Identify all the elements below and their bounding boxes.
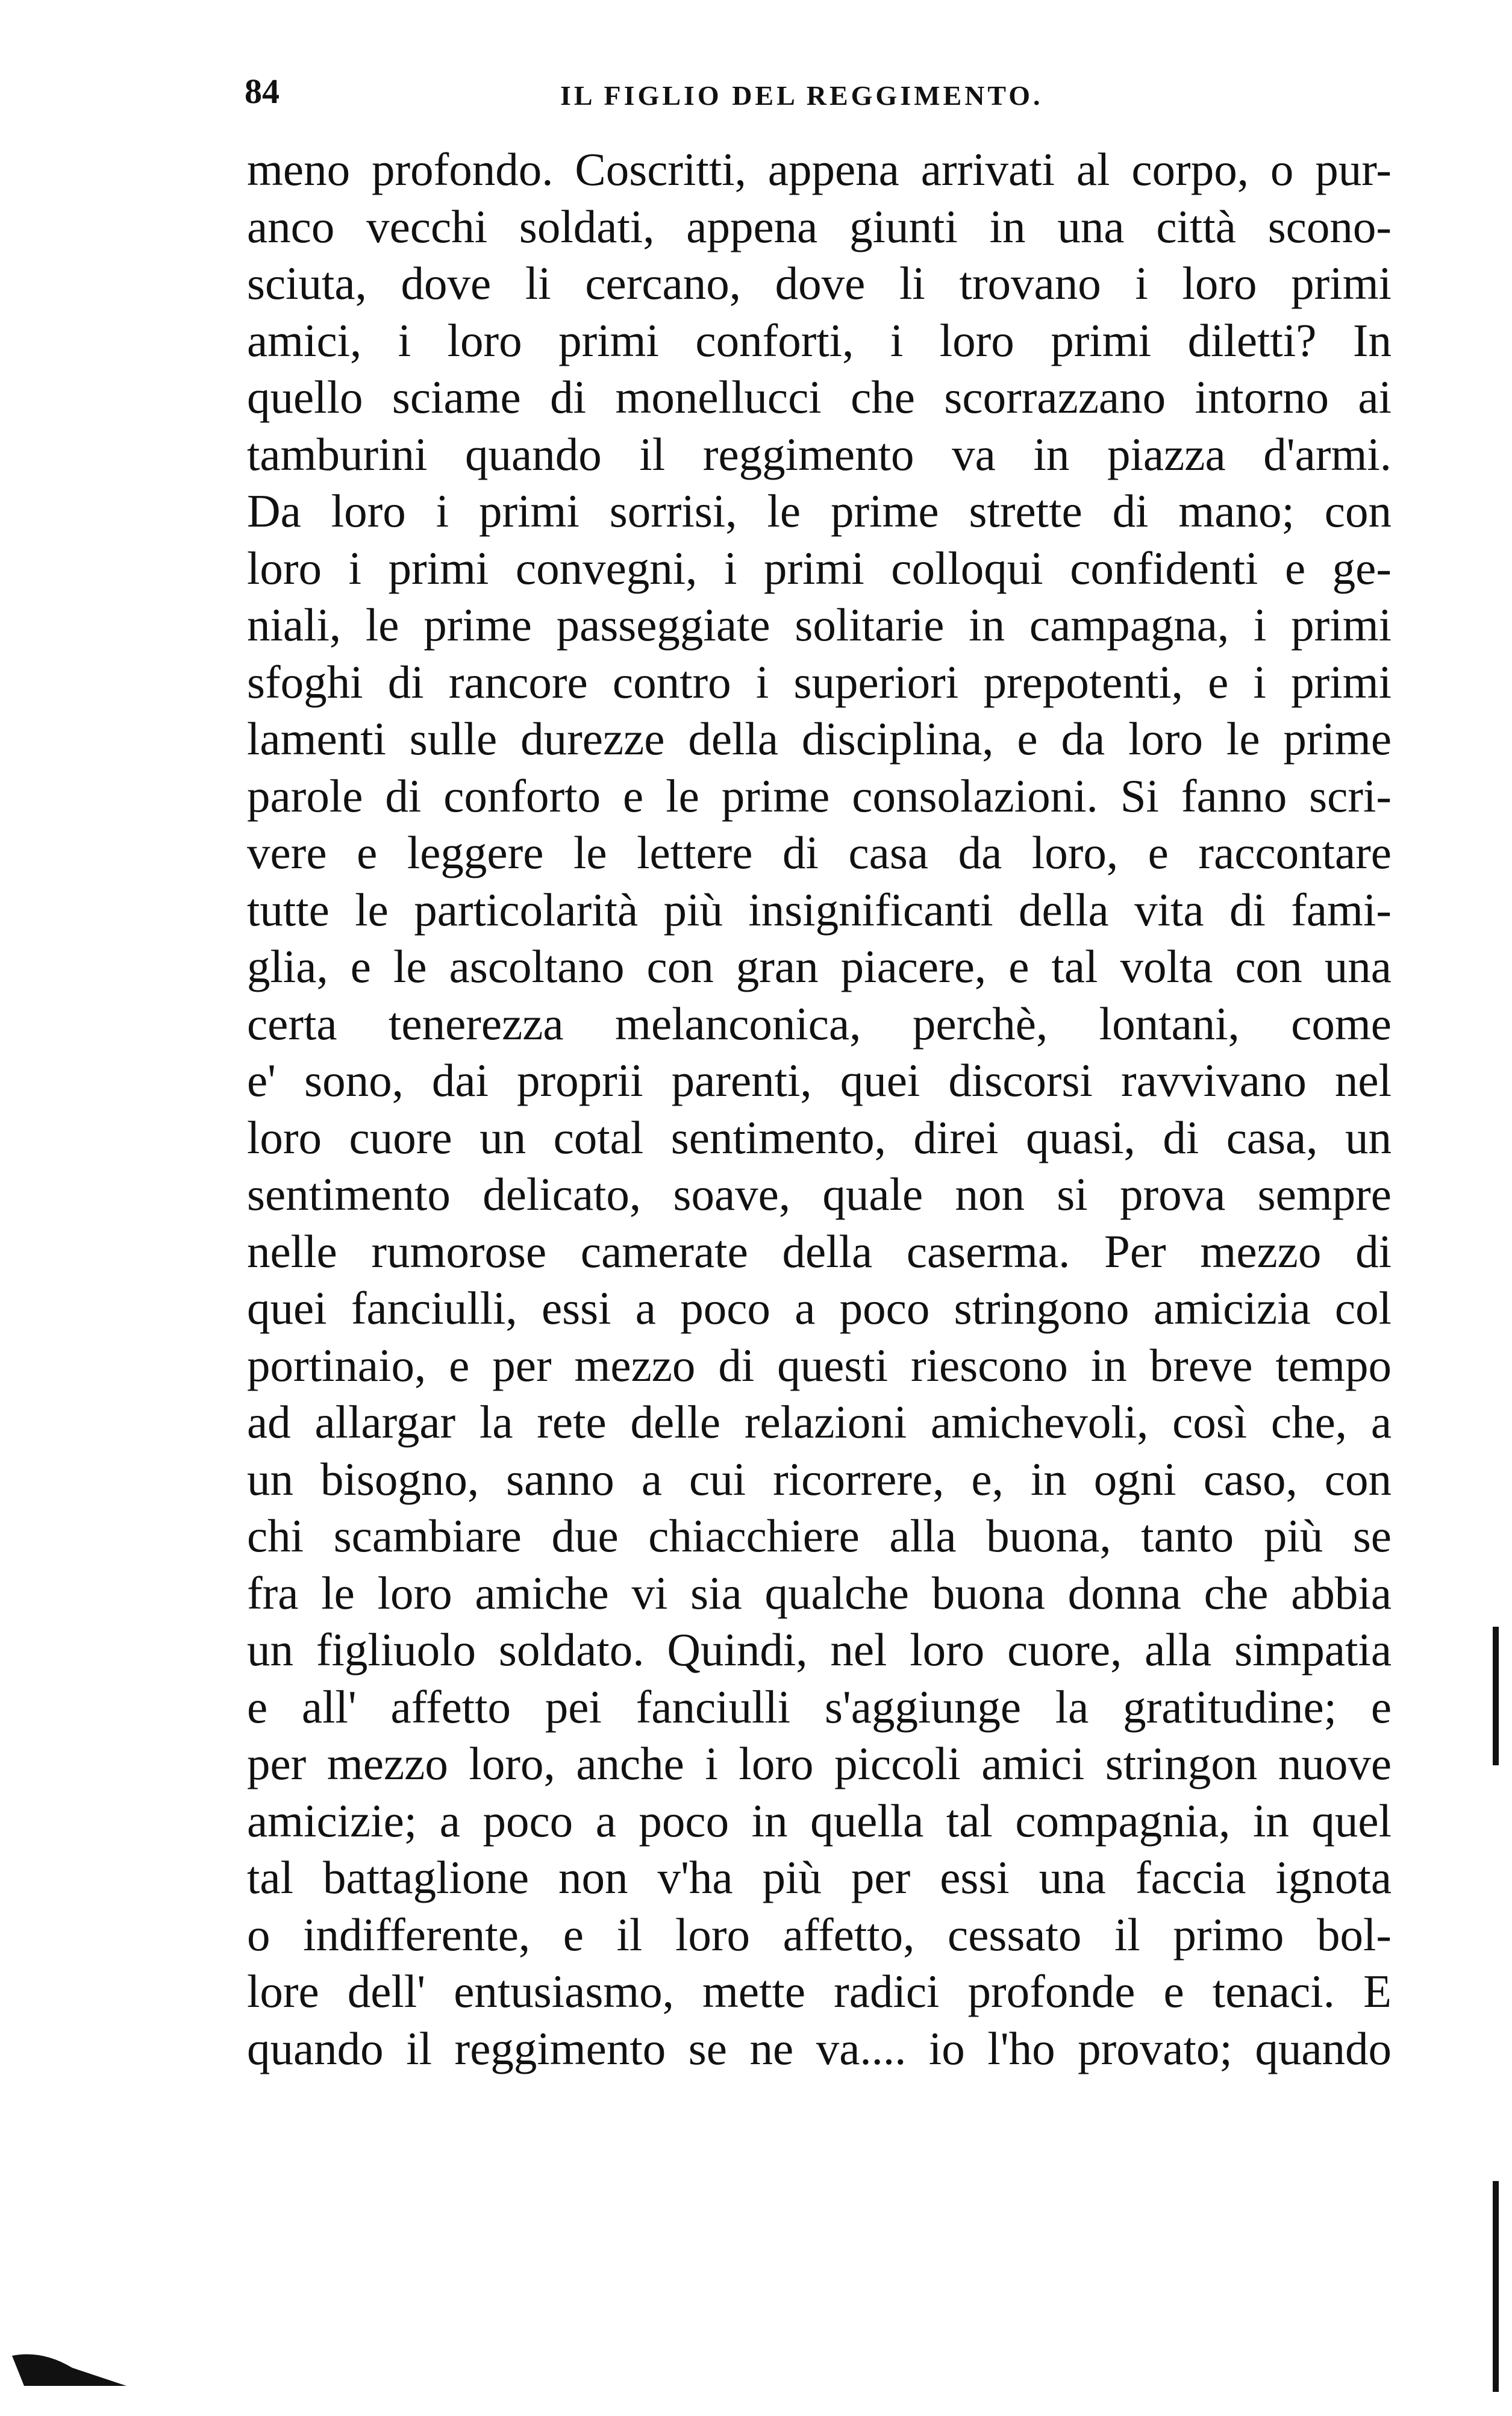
text-line: portinaio, e per mezzo di questi riescono in breve tempo bbox=[247, 1339, 1392, 1391]
text-line: tal battaglione non v'ha più per essi una faccia ignota bbox=[247, 1851, 1392, 1903]
text-line: meno profondo. Coscritti, appena arrivati al corpo, o pur- bbox=[247, 143, 1392, 195]
page-number: 84 bbox=[245, 72, 280, 111]
text-line: quando il reggimento se ne va.... io l'ho provato; quando bbox=[247, 2022, 1392, 2074]
scan-edge-mark bbox=[1493, 1627, 1499, 1765]
text-line: glia, e le ascoltano con gran piacere, e tal volta con una bbox=[247, 940, 1392, 992]
text-line: niali, le prime passeggiate solitarie in campagna, i primi bbox=[247, 599, 1392, 651]
text-line: certa tenerezza melanconica, perchè, lontani, come bbox=[247, 997, 1392, 1050]
text-line: un bisogno, sanno a cui ricorrere, e, in ogni caso, con bbox=[247, 1453, 1392, 1505]
text-line: loro cuore un cotal sentimento, direi quasi, di casa, un bbox=[247, 1111, 1392, 1163]
text-line: lamenti sulle durezze della disciplina, e da loro le prime bbox=[247, 713, 1392, 765]
text-line: amicizie; a poco a poco in quella tal compagnia, in quel bbox=[247, 1794, 1392, 1847]
text-line: lore dell' entusiasmo, mette radici profonde e tenaci. E bbox=[247, 1965, 1392, 2017]
text-line: tamburini quando il reggimento va in piazza d'armi. bbox=[247, 428, 1392, 480]
scan-smudge-mark bbox=[6, 2344, 139, 2392]
running-title: IL FIGLIO DEL REGGIMENTO. bbox=[560, 80, 1043, 111]
text-line: amici, i loro primi conforti, i loro primi diletti? In bbox=[247, 314, 1392, 366]
scan-edge-mark bbox=[1493, 2181, 1499, 2392]
text-line: ad allargar la rete delle relazioni amichevoli, così che, a bbox=[247, 1396, 1392, 1448]
text-line: per mezzo loro, anche i loro piccoli amici stringon nuove bbox=[247, 1738, 1392, 1789]
text-line: loro i primi convegni, i primi colloqui confidenti e ge- bbox=[247, 542, 1392, 594]
text-line: fra le loro amiche vi sia qualche buona donna che abbia bbox=[247, 1566, 1392, 1619]
text-line: nelle rumorose camerate della caserma. Per mezzo di bbox=[247, 1225, 1392, 1277]
text-line: e' sono, dai proprii parenti, quei discorsi ravvivano nel bbox=[247, 1054, 1392, 1106]
text-line: sfoghi di rancore contro i superiori prepotenti, e i primi bbox=[247, 656, 1392, 708]
body-text bbox=[247, 141, 1392, 2077]
text-line: tutte le particolarità più insignificanti della vita di fami- bbox=[247, 883, 1392, 936]
text-line: parole di conforto e le prime consolazioni. Si fanno scri- bbox=[247, 769, 1392, 822]
text-line: quei fanciulli, essi a poco a poco stringono amicizia col bbox=[247, 1282, 1392, 1334]
text-line: e all' affetto pei fanciulli s'aggiunge la gratitudine; e bbox=[247, 1680, 1392, 1733]
text-line: Da loro i primi sorrisi, le prime strette di mano; con bbox=[247, 485, 1392, 537]
text-line: sciuta, dove li cercano, dove li trovano i loro primi bbox=[247, 257, 1392, 309]
text-line: un figliuolo soldato. Quindi, nel loro cuore, alla simpatia bbox=[247, 1624, 1392, 1676]
text-line: o indifferente, e il loro affetto, cessato il primo bol- bbox=[247, 1908, 1392, 1961]
text-line: anco vecchi soldati, appena giunti in una città scono- bbox=[247, 200, 1392, 252]
text-line: sentimento delicato, soave, quale non si prova sempre bbox=[247, 1168, 1392, 1220]
text-line: vere e leggere le lettere di casa da loro, e raccontare bbox=[247, 827, 1392, 878]
text-line: quello sciame di monellucci che scorrazzano intorno ai bbox=[247, 371, 1392, 423]
text-line: chi scambiare due chiacchiere alla buona, tanto più se bbox=[247, 1510, 1392, 1562]
